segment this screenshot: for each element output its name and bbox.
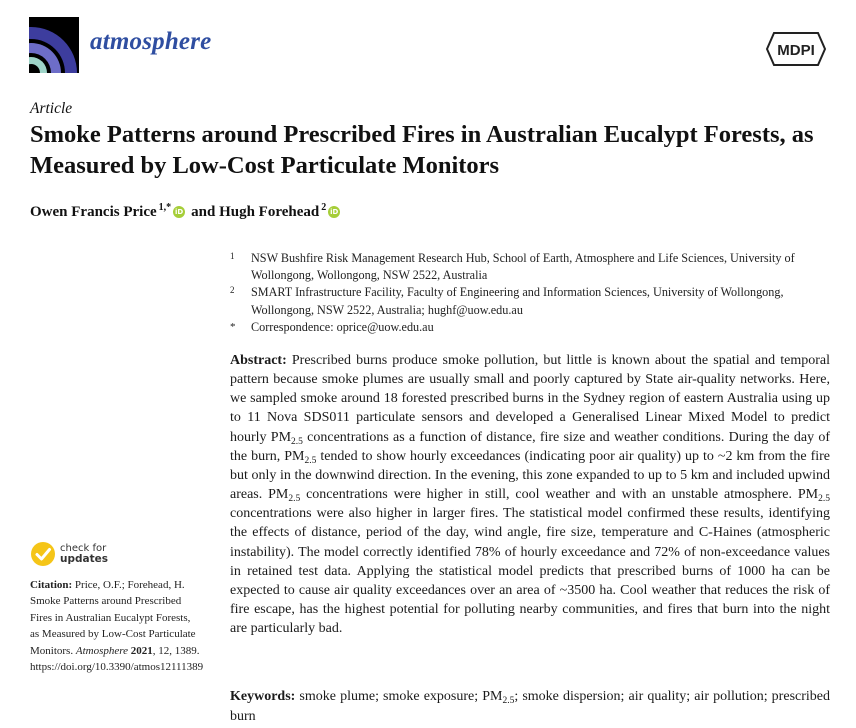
author-name[interactable]: Owen Francis Price: [30, 204, 157, 220]
pm-subscript: 2.5: [288, 494, 301, 505]
pm-subscript: 2.5: [818, 494, 830, 505]
keywords-label: Keywords:: [230, 689, 296, 704]
author-list: [30, 204, 340, 221]
check-updates-line2: updates: [60, 553, 108, 565]
affiliation-text: SMART Infrastructure Facility, Faculty of Engineering and Information Sciences, University of Wollongong, Wollongong, NSW 2522, Australia; hughf@uow.edu.au: [251, 285, 784, 317]
affiliation-item: [230, 284, 830, 318]
citation-label: Citation:: [30, 579, 73, 591]
pm-subscript: 2.5: [502, 696, 515, 706]
affiliation-item: [230, 319, 830, 336]
affiliation-mark: *: [230, 320, 236, 333]
citation: [30, 577, 204, 675]
affiliation-item: [230, 250, 830, 284]
abstract-label: Abstract:: [230, 353, 287, 368]
abstract-text: Prescribed burns produce smoke pollution, but little is known about the spatial and temporal pattern because smoke plumes are usually small and poorly captured by State air-quality networks. Here, we sampled smoke around 18 forested prescribed burns in the Sydney region of eastern Australia using up to 11 Nova SDS011 particulate sensors and developed a Generalised Linear Mixed Model to predict hourly PM: [230, 353, 830, 445]
pm-subscript: 2.5: [291, 436, 303, 447]
citation-text: Price, O.F.; Forehead, H. Smoke Patterns around Prescribed Fires in Australian Eucalypt Forests, as Measured by Low-Cost Particulate Monitors.: [30, 579, 196, 657]
affiliation-mark: 1: [230, 251, 235, 261]
citation-year: 2021: [127, 644, 153, 657]
abstract: [230, 351, 830, 638]
affiliations: [230, 250, 830, 336]
journal-name[interactable]: atmosphere: [90, 28, 212, 55]
orcid-icon[interactable]: iD: [330, 207, 339, 216]
keywords-text: smoke plume; smoke exposure; PM: [295, 689, 503, 704]
citation-doi[interactable]: , 12, 1389. https://doi.org/10.3390/atmos12111389: [30, 644, 204, 674]
article-title: Smoke Patterns around Prescribed Fires in Australian Eucalypt Forests, as Measured by Low-Cost Particulate Monitors: [30, 121, 814, 179]
article-type: Article: [30, 100, 73, 117]
correspondence-text: Correspondence: oprice@uow.edu.au: [251, 319, 434, 334]
affiliation-text: NSW Bushfire Risk Management Research Hub, School of Earth, Atmosphere and Life Sciences, University of Wollongong, Wollongong, NSW 2522, Australia: [251, 251, 795, 283]
affiliation-mark: 2: [230, 285, 235, 296]
publisher-name: MDPI: [777, 42, 815, 59]
mdpi-logo-icon[interactable]: [765, 31, 827, 67]
check-updates-line1: check for: [60, 543, 107, 554]
check-for-updates-button[interactable]: [30, 541, 108, 567]
author-name[interactable]: and Hugh Forehead: [191, 204, 320, 220]
keywords-text: ; smoke dispersion; air quality; air pollution; prescribed burn: [230, 689, 830, 724]
abstract-text: concentrations as a function of distance, fire size and weather conditions. During the day of the burn, PM: [230, 429, 830, 464]
abstract-text: concentrations were higher in still, cool weather and with an unstable atmosphere. PM: [300, 487, 819, 503]
author-affil-mark: 1,*: [158, 202, 172, 213]
abstract-text: tended to show hourly exceedances (indicating poor air quality) up to ~2 km from the fire but only in the downwind direction. In the evening, this zone expanded to up to 5 km and included upwind areas. PM: [230, 448, 831, 503]
pm-subscript: 2.5: [304, 455, 317, 466]
citation-journal: Atmosphere: [75, 644, 128, 657]
orcid-icon[interactable]: iD: [175, 207, 184, 216]
author-affil-mark: 2: [321, 202, 327, 213]
keywords: [230, 687, 830, 726]
abstract-text: concentrations were also higher in larger fires. The statistical model confirmed these results, identifying the effects of distance, period of the day, wind angle, fire size, temperature and C-Haines (atmospheric instability). The model correctly identified 78% of hourly exceedance and 72% of non-exceedance values in retained test data. Applying the statistical model predicts that prescribed burns of 1000 ha can be expected to cause air quality exceedances over an area of ~3500 ha. Cool weather that reduces the risk of fire escape, has the highest potential for polluting nearby communities, and fires that burn into the night are particularly bad.: [230, 506, 830, 637]
journal-logo-icon: [29, 17, 79, 73]
check-updates-icon: [30, 541, 56, 567]
